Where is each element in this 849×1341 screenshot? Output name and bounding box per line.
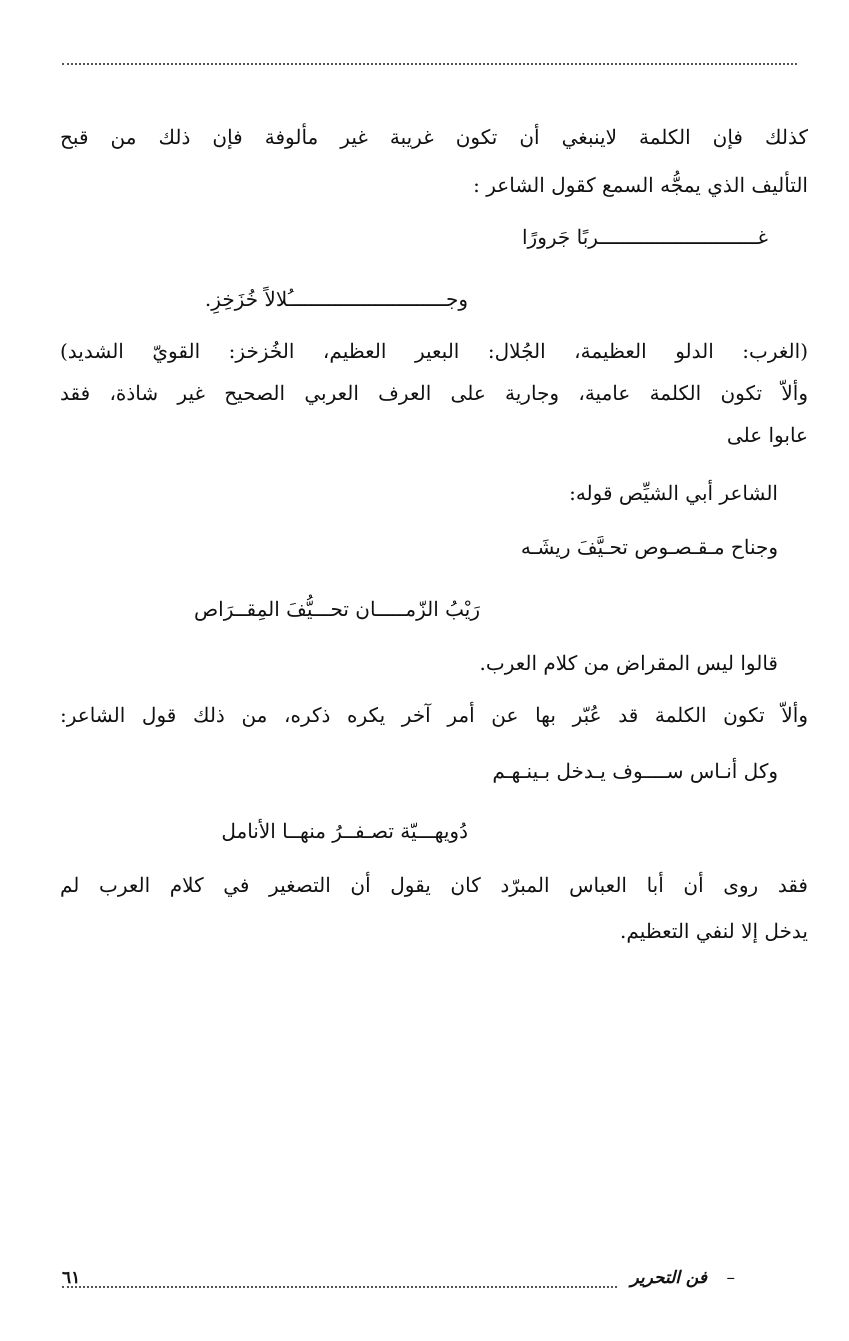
text-line-3: وألاّ تكون الكلمة عامية، وجارية على العرف العربي الصحيح غير شاذة، فقد [60,381,808,405]
text-line-6: قالوا ليس المقراض من كلام العرب. [479,651,778,675]
verse-line-1: غـــــــــــــــــــــــــــربًا جَرورًا [522,225,768,249]
page-footer [62,1268,817,1296]
footer-separator: – [726,1268,735,1288]
text-line-gloss: (الغرب: الدلو العظيمة، الجُلال: البعير العظيم، الخُزخز: القويّ الشديد) [60,339,808,363]
footer-book-title: فن التحرير [630,1268,707,1288]
text-line-8: فقد روى أن أبا العباس المبرّد كان يقول أن التصغير في كلام العرب لم [60,873,808,897]
verse-line-6: دُويهـــيّة تصـفــرُ منهــا الأنامل [221,819,468,843]
text-line-2: التأليف الذي يمجُّه السمع كقول الشاعر : [473,173,808,197]
text-line-4: عابوا على [726,423,808,447]
verse-line-5: وكل أنـاس ســــوف يـدخل بـينـهـم [492,759,778,783]
verse-line-3: وجناح مـقـصـوص تحـيَّفَ ريشَـه [520,535,778,559]
text-line-7: وألاّ تكون الكلمة قد عُبّر بها عن أمر آخر يكره ذكره، من ذلك قول الشاعر: [60,703,808,727]
verse-line-4: رَيْبُ الزّمـــــان تحـــيُّفَ المِقــرَاص [193,597,480,621]
verse-line-2: وجـــــــــــــــــــــــــــُلالاً خُزَخِزِ. [204,287,468,311]
text-line-9: يدخل إلا لنفي التعظيم. [620,919,808,943]
text-line-5: الشاعر أبي الشيِّص قوله: [569,481,778,505]
text-line-1: كذلك فإن الكلمة لاينبغي أن تكون غريبة غير مألوفة فإن ذلك من قبح [60,125,808,149]
top-dotted-rule [62,63,797,65]
page-number: ٦١ [62,1268,81,1288]
